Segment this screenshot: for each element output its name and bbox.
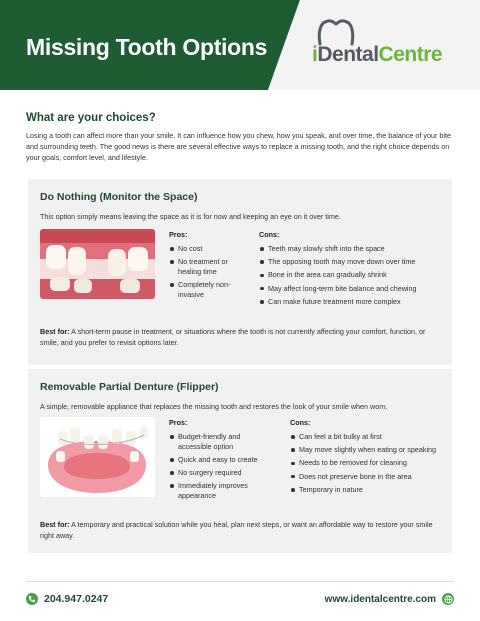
footer-phone[interactable] <box>26 593 108 605</box>
pros-list <box>169 432 271 504</box>
cons-label: Cons: <box>290 418 311 427</box>
list-item: May affect long-term bite balance and chewing <box>259 284 444 294</box>
list-item: Can feel a bit bulky at first <box>290 432 445 442</box>
list-item: Can make future treatment more complex <box>259 297 444 307</box>
website-link[interactable]: www.identalcentre.com <box>324 593 436 605</box>
denture-image <box>40 417 155 497</box>
cons-label: Cons: <box>259 230 280 239</box>
globe-icon <box>442 593 454 605</box>
list-item: Needs to be removed for cleaning <box>290 458 445 468</box>
option-description: A simple, removable appliance that replaces the missing tooth and restores the look of your smile when worn. <box>40 402 388 411</box>
phone-icon <box>26 593 38 605</box>
list-item: Budget-friendly and accessible option <box>169 432 271 451</box>
list-item: No treatment or healing time <box>169 257 251 276</box>
list-item: Teeth may slowly shift into the space <box>259 244 444 254</box>
option-description: This option simply means leaving the space as it is for now and keeping an eye on it over time. <box>40 212 341 221</box>
list-item: Completely non-invasive <box>169 280 251 299</box>
pros-label: Pros: <box>169 418 188 427</box>
footer-divider <box>26 581 454 582</box>
option-card-partial-denture <box>28 369 452 553</box>
intro-paragraph: Losing a tooth can affect more than your smile. It can influence how you chew, how you speak, and over time, the balance of your bite and surrounding teeth. The good news is there are several effective ways to replace a missing tooth, and the right choice depends on your goals, comfort level, and lifestyle. <box>26 131 451 163</box>
list-item: May move slightly when eating or speaking <box>290 445 445 455</box>
list-item: Bone in the area can gradually shrink <box>259 270 444 280</box>
cons-list <box>259 244 444 310</box>
list-item: No surgery required <box>169 468 271 478</box>
option-title: Do Nothing (Monitor the Space) <box>40 191 198 203</box>
phone-number[interactable]: 204.947.0247 <box>44 593 109 605</box>
pros-list <box>169 244 251 303</box>
best-for-text: Best for: A short-term pause in treatment, or situations where the tooth is not currently affecting your comfort, function, or smile, and you prefer to revisit options later. <box>40 327 426 347</box>
gap-teeth-image <box>40 229 155 299</box>
list-item: Temporary in nature <box>290 485 445 495</box>
list-item: Quick and easy to create <box>169 455 271 465</box>
option-title: Removable Partial Denture (Flipper) <box>40 381 219 393</box>
footer-website[interactable] <box>325 593 454 605</box>
list-item: Immediately improves appearance <box>169 481 271 500</box>
option-card-do-nothing <box>28 179 452 365</box>
logo-wordmark: iDentalCentre <box>312 43 443 66</box>
page-title: Missing Tooth Options <box>26 34 268 60</box>
best-for-text: Best for: A temporary and practical solution while you heal, plan next steps, or want an affordable way to restore your smile right away. <box>40 520 433 540</box>
list-item: No cost <box>169 244 251 254</box>
brand-logo <box>312 18 462 78</box>
list-item: The opposing tooth may move down over time <box>259 257 444 267</box>
cons-list <box>290 432 445 498</box>
page-header <box>0 0 480 90</box>
list-item: Does not preserve bone in the area <box>290 472 445 482</box>
section-heading: What are your choices? <box>26 112 156 124</box>
pros-label: Pros: <box>169 230 188 239</box>
